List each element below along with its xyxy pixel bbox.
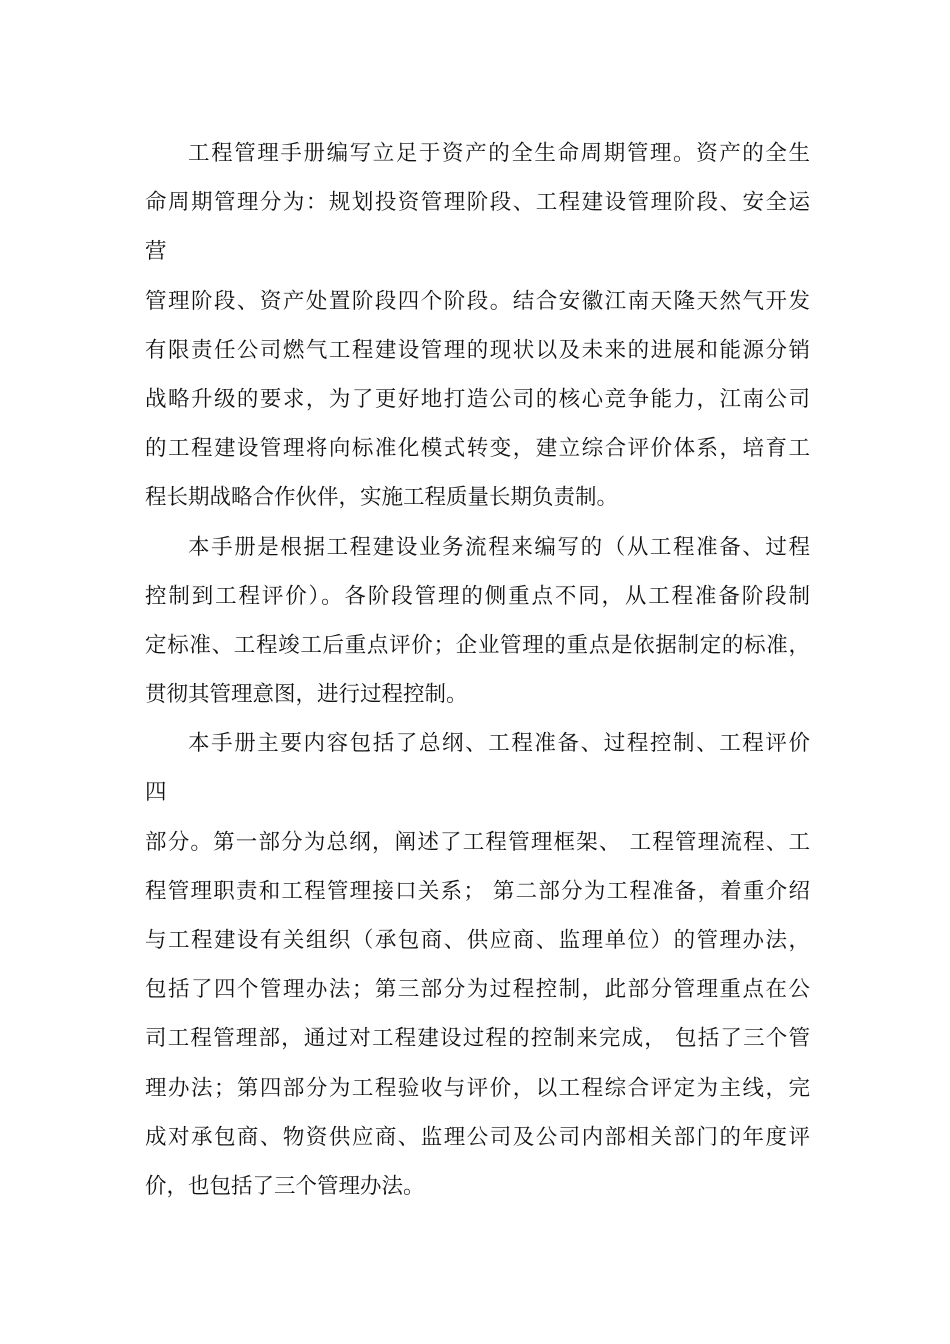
paragraph-1-line-1: 工程管理手册编写立足于资产的全生命周期管理。资产的全生	[188, 141, 810, 166]
paragraph-1-line-2: 命周期管理分为：规划投资管理阶段、工程建设管理阶段、安全运	[145, 190, 810, 216]
paragraph-1-line-5: 有限责任公司燃气工程建设管理的现状以及未来的进展和能源分销	[145, 337, 810, 363]
paragraph-3-line-4: 程管理职责和工程管理接口关系； 第二部分为工程准备，着重介绍	[145, 878, 810, 904]
paragraph-1-line-7: 的工程建设管理将向标准化模式转变，建立综合评价体系，培育工	[145, 436, 810, 462]
paragraph-1-line-8: 程长期战略合作伙伴，实施工程质量长期负责制。	[145, 485, 619, 511]
document-body	[145, 129, 810, 1211]
paragraph-1-line-3: 营	[145, 239, 167, 265]
paragraph-3-line-9: 成对承包商、物资供应商、监理公司及公司内部相关部门的年度评	[145, 1124, 810, 1150]
paragraph-3-line-1: 本手册主要内容包括了总纲、工程准备、过程控制、工程评价	[188, 731, 810, 757]
paragraph-2-line-2: 控制到工程评价）。各阶段管理的侧重点不同，从工程准备阶段制	[145, 583, 810, 609]
paragraph-3-line-8: 理办法；第四部分为工程验收与评价，以工程综合评定为主线，完	[145, 1075, 810, 1101]
paragraph-3-line-6: 包括了四个管理办法；第三部分为过程控制，此部分管理重点在公	[145, 977, 810, 1003]
paragraph-2-line-4: 贯彻其管理意图，进行过程控制。	[145, 682, 468, 708]
paragraph-3-line-7: 司工程管理部，通过对工程建设过程的控制来完成， 包括了三个管	[145, 1026, 810, 1052]
paragraph-3-line-5: 与工程建设有关组织（承包商、供应商、监理单位）的管理办法，	[145, 928, 810, 953]
paragraph-1-line-6: 战略升级的要求，为了更好地打造公司的核心竞争能力，江南公司	[145, 386, 810, 412]
paragraph-3-line-2: 四	[145, 780, 167, 806]
paragraph-2-line-1: 本手册是根据工程建设业务流程来编写的（从工程准备、过程	[188, 534, 810, 560]
paragraph-2-line-3: 定标准、工程竣工后重点评价；企业管理的重点是依据制定的标准，	[145, 632, 810, 658]
paragraph-1-line-4: 管理阶段、资产处置阶段四个阶段。结合安徽江南天隆天然气开发	[145, 288, 810, 314]
paragraph-3-line-10: 价，也包括了三个管理办法。	[145, 1173, 425, 1199]
paragraph-3-line-3: 部分。第一部分为总纲，阐述了工程管理框架、 工程管理流程、工	[145, 829, 810, 855]
